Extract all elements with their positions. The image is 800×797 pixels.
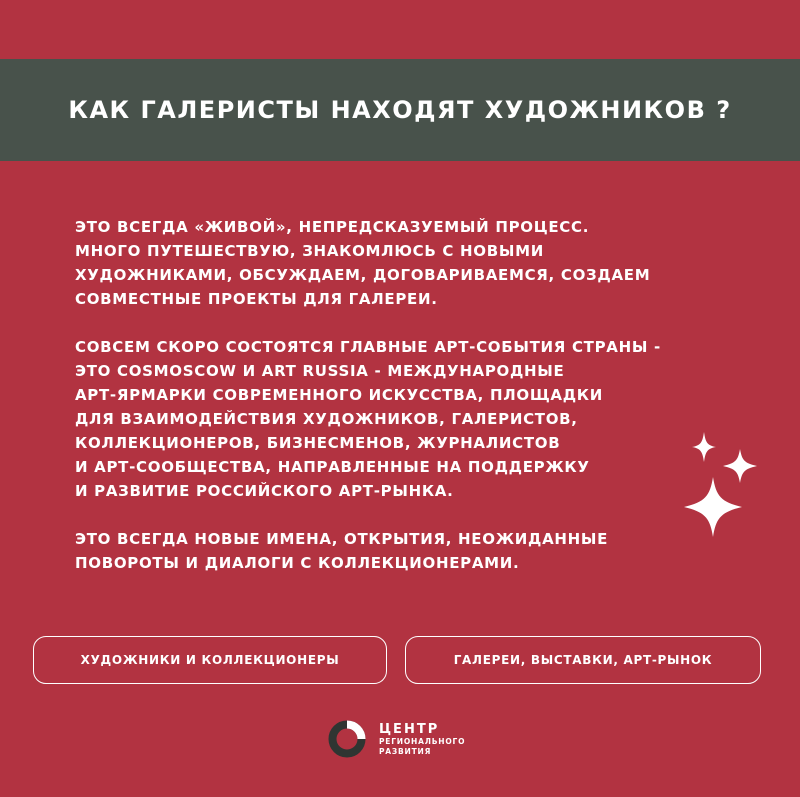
sparkle-icon (723, 449, 757, 483)
title-banner (0, 59, 800, 161)
paragraph-2: СОВСЕМ СКОРО СОСТОЯТСЯ ГЛАВНЫЕ АРТ-СОБЫТИЯ СТРАНЫ - ЭТО COSMOSCOW И ART RUSSIA - МЕЖДУНАРОДНЫЕ АРТ-ЯРМАРКИ СОВРЕМЕННОГО ИСКУССТВА, ПЛОЩАДКИ ДЛЯ ВЗАИМОДЕЙСТВИЯ ХУДОЖНИКОВ, ГАЛЕРИСТОВ, КОЛЛЕКЦИОНЕРОВ, БИЗНЕСМЕНОВ, ЖУРНАЛИСТОВ И АРТ-СООБЩЕСТВА, НАПРАВЛЕННЫЕ НА ПОДДЕРЖКУ И РАЗВИТИЕ РОССИЙСКОГО АРТ-РЫНКА. (75, 338, 661, 500)
sparkle-icon (692, 432, 716, 462)
paragraph-3: ЭТО ВСЕГДА НОВЫЕ ИМЕНА, ОТКРЫТИЯ, НЕОЖИДАННЫЕ ПОВОРОТЫ И ДИАЛОГИ С КОЛЛЕКЦИОНЕРАМИ. (75, 530, 609, 572)
tag-galleries-exhibitions[interactable]: ГАЛЕРЕИ, ВЫСТАВКИ, АРТ-РЫНОК (405, 636, 761, 684)
body-text (75, 215, 695, 599)
logo-line-2: РЕГИОНАЛЬНОГО (379, 737, 466, 746)
logo-line-3: РАЗВИТИЯ (379, 746, 432, 756)
sparkles-decoration (676, 432, 766, 542)
logo-text (379, 723, 465, 755)
page-title: КАК ГАЛЕРИСТЫ НАХОДЯТ ХУДОЖНИКОВ ? (68, 96, 732, 124)
logo-line-1: ЦЕНТР (379, 722, 440, 737)
logo-ring-icon (325, 717, 369, 761)
center-logo (325, 717, 465, 761)
sparkle-icon (684, 477, 742, 537)
tag-artists-collectors[interactable]: ХУДОЖНИКИ И КОЛЛЕКЦИОНЕРЫ (33, 636, 387, 684)
paragraph-1: ЭТО ВСЕГДА «ЖИВОЙ», НЕПРЕДСКАЗУЕМЫЙ ПРОЦЕСС. МНОГО ПУТЕШЕСТВУЮ, ЗНАКОМЛЮСЬ С НОВЫМИ ХУДОЖНИКАМИ, ОБСУЖДАЕМ, ДОГОВАРИВАЕМСЯ, СОЗДАЕМ СОВМЕСТНЫЕ ПРОЕКТЫ ДЛЯ ГАЛЕРЕИ. (75, 218, 651, 308)
